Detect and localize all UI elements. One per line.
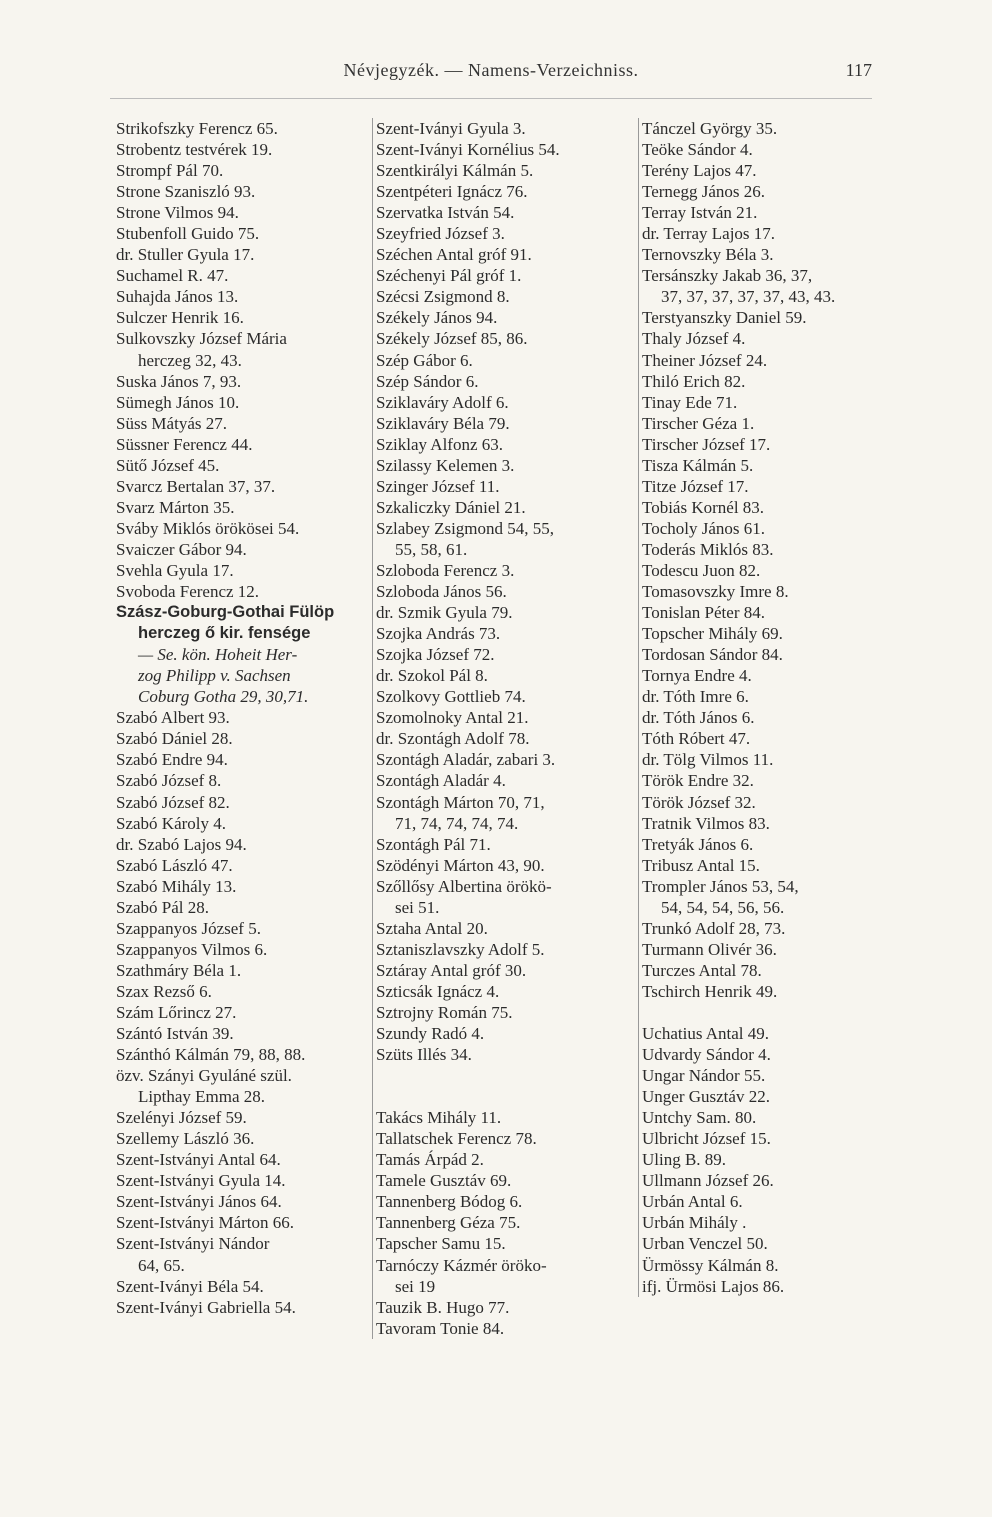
index-entry: Uling B. 89. [642, 1150, 727, 1170]
index-entry: Teöke Sándor 4. [642, 140, 753, 160]
index-entry: Ungar Nándor 55. [642, 1066, 766, 1086]
index-entry: Szloboda János 56. [376, 582, 507, 602]
index-entry: Tapscher Samu 15. [376, 1234, 506, 1254]
index-entry: Trunkó Adolf 28, 73. [642, 918, 786, 938]
index-entry: Strone Szaniszló 93. [116, 182, 256, 202]
index-entry: Széchen Antal gróf 91. [376, 245, 532, 265]
index-entry: Szántó István 39. [116, 1024, 234, 1044]
index-entry: Szent-Iványi Gyula 3. [376, 119, 526, 138]
index-entry: Turmann Olivér 36. [642, 939, 777, 959]
index-entry: Ullmann József 26. [642, 1171, 774, 1191]
index-entry: Szellemy László 36. [116, 1129, 255, 1149]
index-entry: Sulkovszky József Mária [116, 329, 287, 349]
index-entry: Szánthó Kálmán 79, 88, 88. [116, 1045, 306, 1065]
index-entry: Sziklaváry Béla 79. [376, 413, 510, 433]
index-entry: Szeyfried József 3. [376, 224, 505, 244]
index-entry: Szécsi Zsigmond 8. [376, 287, 510, 307]
index-entry: Sztaniszlavszky Adolf 5. [376, 939, 545, 959]
index-entry: Szabó László 47. [116, 855, 233, 875]
index-entry: Szabó Károly 4. [116, 813, 227, 833]
index-entry: Sziklay Alfonz 63. [376, 434, 504, 454]
index-entry: 37, 37, 37, 37, 37, 43, 43. [661, 287, 836, 307]
index-column-1 [116, 118, 378, 1318]
index-entry: Szappanyos Vilmos 6. [116, 939, 268, 959]
index-entry: Udvardy Sándor 4. [642, 1045, 771, 1065]
index-entry: Szelényi József 59. [116, 1108, 247, 1128]
index-entry: Urban Venczel 50. [642, 1234, 768, 1254]
index-entry: Széchenyi Pál gróf 1. [376, 266, 522, 286]
index-entry: Strikofszky Ferencz 65. [116, 119, 278, 138]
index-entry: 55, 58, 61. [395, 539, 468, 559]
index-entry: Terstyanszky Daniel 59. [642, 308, 807, 328]
index-entry: Süss Mátyás 27. [116, 413, 227, 433]
page-header [110, 60, 872, 88]
index-entry: Szőllősy Albertina örökö- [376, 876, 552, 896]
index-entry: Szabó József 8. [116, 771, 222, 791]
index-entry: Titze József 17. [642, 476, 749, 496]
index-entry: ifj. Ürmösi Lajos 86. [642, 1276, 785, 1296]
index-entry: Tallatschek Ferencz 78. [376, 1129, 537, 1149]
index-entry: Szontágh Pál 71. [376, 834, 491, 854]
index-entry: özv. Szányi Gyuláné szül. [116, 1066, 292, 1086]
index-entry: Szabó Albert 93. [116, 708, 230, 728]
index-entry: 54, 54, 54, 56, 56. [661, 897, 785, 917]
index-entry: Szax Rezső 6. [116, 981, 212, 1001]
index-entry: Szilassy Kelemen 3. [376, 455, 515, 475]
index-entry: Strompf Pál 70. [116, 161, 224, 181]
index-entry: Tornya Endre 4. [642, 666, 752, 686]
index-entry: dr. Szabó Lajos 94. [116, 834, 247, 854]
index-entry: Tobiás Kornél 83. [642, 497, 765, 517]
index-entry: Szent-Istványi Nándor [116, 1234, 270, 1254]
index-entry: Szüts Illés 34. [376, 1045, 472, 1065]
index-entry: Theiner József 24. [642, 350, 768, 370]
index-entry: Untchy Sam. 80. [642, 1108, 757, 1128]
index-entry: dr. Tóth Imre 6. [642, 687, 749, 707]
index-entry: Sümegh János 10. [116, 392, 240, 412]
index-entry: Tomasovszky Imre 8. [642, 582, 789, 602]
index-entry: Szontágh Márton 70, 71, [376, 792, 545, 812]
index-entry: dr. Tölg Vilmos 11. [642, 750, 774, 770]
index-entry: Strobentz testvérek 19. [116, 140, 273, 160]
index-entry: Trompler János 53, 54, [642, 876, 799, 896]
index-entry: dr. Stuller Gyula 17. [116, 245, 255, 265]
index-entry: Stubenfoll Guido 75. [116, 224, 260, 244]
index-entry: Urbán Antal 6. [642, 1192, 743, 1212]
index-entry: Szabó Endre 94. [116, 750, 228, 770]
index-entry: Tschirch Henrik 49. [642, 981, 778, 1001]
index-entry: Coburg Gotha 29, 30,71. [138, 687, 309, 707]
index-entry: Szloboda Ferencz 3. [376, 560, 515, 580]
index-entry: Tannenberg Géza 75. [376, 1213, 521, 1233]
index-column-3 [638, 118, 901, 1297]
index-entry: Szász-Goburg-Gothai Fülöp [116, 603, 335, 622]
index-entry: Lipthay Emma 28. [138, 1087, 266, 1107]
index-entry: zog Philipp v. Sachsen [138, 666, 291, 686]
index-entry: Takács Mihály 11. [376, 1108, 502, 1128]
index-entry: Ulbricht József 15. [642, 1129, 771, 1149]
index-entry: herczeg 32, 43. [138, 350, 242, 370]
index-entry: Tarnóczy Kázmér öröko- [376, 1255, 547, 1275]
index-entry: Szám Lőrincz 27. [116, 1002, 237, 1022]
index-entry: Suchamel R. 47. [116, 266, 229, 286]
index-entry: Szontágh Aladár 4. [376, 771, 506, 791]
index-entry: Tauzik B. Hugo 77. [376, 1297, 510, 1317]
index-entry: Szabó Dániel 28. [116, 729, 233, 749]
index-entry: Tinay Ede 71. [642, 392, 738, 412]
index-entry: Tribusz Antal 15. [642, 855, 760, 875]
index-entry: Szent-Iványi Béla 54. [116, 1276, 264, 1296]
index-entry: Szabó József 82. [116, 792, 230, 812]
index-entry: sei 51. [395, 897, 440, 917]
index-entry: Szent-Iványi Gabriella 54. [116, 1297, 296, 1317]
index-entry: Szlabey Zsigmond 54, 55, [376, 518, 555, 538]
index-entry: Székely József 85, 86. [376, 329, 528, 349]
column-gap [639, 1002, 901, 1023]
index-entry: Szinger József 11. [376, 476, 500, 496]
index-entry: Suhajda János 13. [116, 287, 239, 307]
index-entry: dr. Tóth János 6. [642, 708, 755, 728]
index-entry: Svaiczer Gábor 94. [116, 539, 247, 559]
index-entry: dr. Terray Lajos 17. [642, 224, 776, 244]
index-entry: Tirscher József 17. [642, 434, 771, 454]
index-entry: Szép Gábor 6. [376, 350, 473, 370]
index-entry: Szép Sándor 6. [376, 371, 479, 391]
index-entry: Suska János 7, 93. [116, 371, 242, 391]
index-entry: 71, 74, 74, 74, 74. [395, 813, 519, 833]
index-entry: sei 19 [395, 1276, 436, 1296]
index-entry: Tisza Kálmán 5. [642, 455, 754, 475]
index-entry: — Se. kön. Hoheit Her- [138, 645, 298, 665]
index-entry: Sztáray Antal gróf 30. [376, 960, 527, 980]
index-entry: Turczes Antal 78. [642, 960, 762, 980]
index-entry: Szappanyos József 5. [116, 918, 261, 938]
index-entry: Svarz Márton 35. [116, 497, 235, 517]
index-entry: Szervatka István 54. [376, 203, 515, 223]
index-entry: Szent-Istványi Márton 66. [116, 1213, 294, 1233]
index-entry: dr. Szmik Gyula 79. [376, 603, 513, 623]
index-entry: Sztrojny Román 75. [376, 1002, 513, 1022]
index-entry: Terény Lajos 47. [642, 161, 757, 181]
index-entry: Szontágh Aladár, zabari 3. [376, 750, 556, 770]
index-entry: Svehla Gyula 17. [116, 560, 234, 580]
page-number: 117 [845, 60, 872, 80]
index-entry: Szundy Radó 4. [376, 1024, 485, 1044]
index-entry: Ternovszky Béla 3. [642, 245, 774, 265]
index-entry: Szent-Istványi Antal 64. [116, 1150, 281, 1170]
index-entry: Székely János 94. [376, 308, 498, 328]
index-column-2 [372, 118, 635, 1339]
index-entry: Tonislan Péter 84. [642, 603, 765, 623]
index-entry: Sztaha Antal 20. [376, 918, 488, 938]
index-entry: Szent-Istványi János 64. [116, 1192, 282, 1212]
index-entry: Tavoram Tonie 84. [376, 1318, 505, 1338]
index-entry: Terray István 21. [642, 203, 758, 223]
index-entry: Szkaliczky Dániel 21. [376, 497, 526, 517]
index-entry: Unger Gusztáv 22. [642, 1087, 770, 1107]
index-entry: Toderás Miklós 83. [642, 539, 774, 559]
index-entry: Uchatius Antal 49. [642, 1024, 770, 1044]
index-entry: Ternegg János 26. [642, 182, 765, 202]
index-entry: Svarcz Bertalan 37, 37. [116, 476, 276, 496]
index-entry: Szolkovy Gottlieb 74. [376, 687, 526, 707]
index-entry: Tersánszky Jakab 36, 37, [642, 266, 813, 286]
index-entry: Szojka András 73. [376, 624, 501, 644]
index-entry: Szabó Mihály 13. [116, 876, 237, 896]
index-entry: Tamele Gusztáv 69. [376, 1171, 512, 1191]
index-entry: Tánczel György 35. [642, 119, 778, 138]
index-entry: Todescu Juon 82. [642, 560, 761, 580]
header-divider [110, 98, 872, 99]
index-entry: dr. Szokol Pál 8. [376, 666, 488, 686]
index-entry: Szent-Iványi Kornélius 54. [376, 140, 560, 160]
index-entry: Tirscher Géza 1. [642, 413, 755, 433]
index-entry: Sütő József 45. [116, 455, 220, 475]
index-entry: Szentpéteri Ignácz 76. [376, 182, 528, 202]
index-entry: Strone Vilmos 94. [116, 203, 239, 223]
index-entry: Tamás Árpád 2. [376, 1150, 484, 1170]
index-entry: Török József 32. [642, 792, 756, 812]
index-entry: Svoboda Ferencz 12. [116, 582, 260, 602]
index-entry: Tretyák János 6. [642, 834, 754, 854]
index-entry: Tocholy János 61. [642, 518, 765, 538]
index-entry: Szathmáry Béla 1. [116, 960, 242, 980]
index-entry: Süssner Ferencz 44. [116, 434, 253, 454]
index-entry: Szabó Pál 28. [116, 897, 210, 917]
index-entry: Tratnik Vilmos 83. [642, 813, 770, 833]
index-entry: dr. Szontágh Adolf 78. [376, 729, 530, 749]
index-entry: Topscher Mihály 69. [642, 624, 783, 644]
index-entry: Sulczer Henrik 16. [116, 308, 244, 328]
index-entry: Szent-Istványi Gyula 14. [116, 1171, 286, 1191]
column-gap [373, 1086, 635, 1107]
index-entry: Sziklaváry Adolf 6. [376, 392, 509, 412]
index-entry: herczeg ő kir. fensége [138, 624, 311, 643]
index-entry: Szödényi Márton 43, 90. [376, 855, 545, 875]
index-entry: Thiló Erich 82. [642, 371, 746, 391]
index-entry: Ürmössy Kálmán 8. [642, 1255, 779, 1275]
index-entry: Szojka József 72. [376, 645, 495, 665]
index-entry: Tóth Róbert 47. [642, 729, 751, 749]
index-entry: Sváby Miklós örökösei 54. [116, 518, 300, 538]
index-entry: Szomolnoky Antal 21. [376, 708, 529, 728]
column-gap [373, 1065, 635, 1086]
index-entry: Szticsák Ignácz 4. [376, 981, 500, 1001]
index-entry: Török Endre 32. [642, 771, 754, 791]
index-entry: 64, 65. [138, 1255, 185, 1275]
page-title: Névjegyzék. — Namens-Verzeichniss. [343, 60, 639, 80]
index-entry: Thaly József 4. [642, 329, 746, 349]
index-entry: Szentkirályi Kálmán 5. [376, 161, 534, 181]
index-entry: Tordosan Sándor 84. [642, 645, 783, 665]
index-entry: Tannenberg Bódog 6. [376, 1192, 523, 1212]
index-entry: Urbán Mihály . [642, 1213, 747, 1233]
